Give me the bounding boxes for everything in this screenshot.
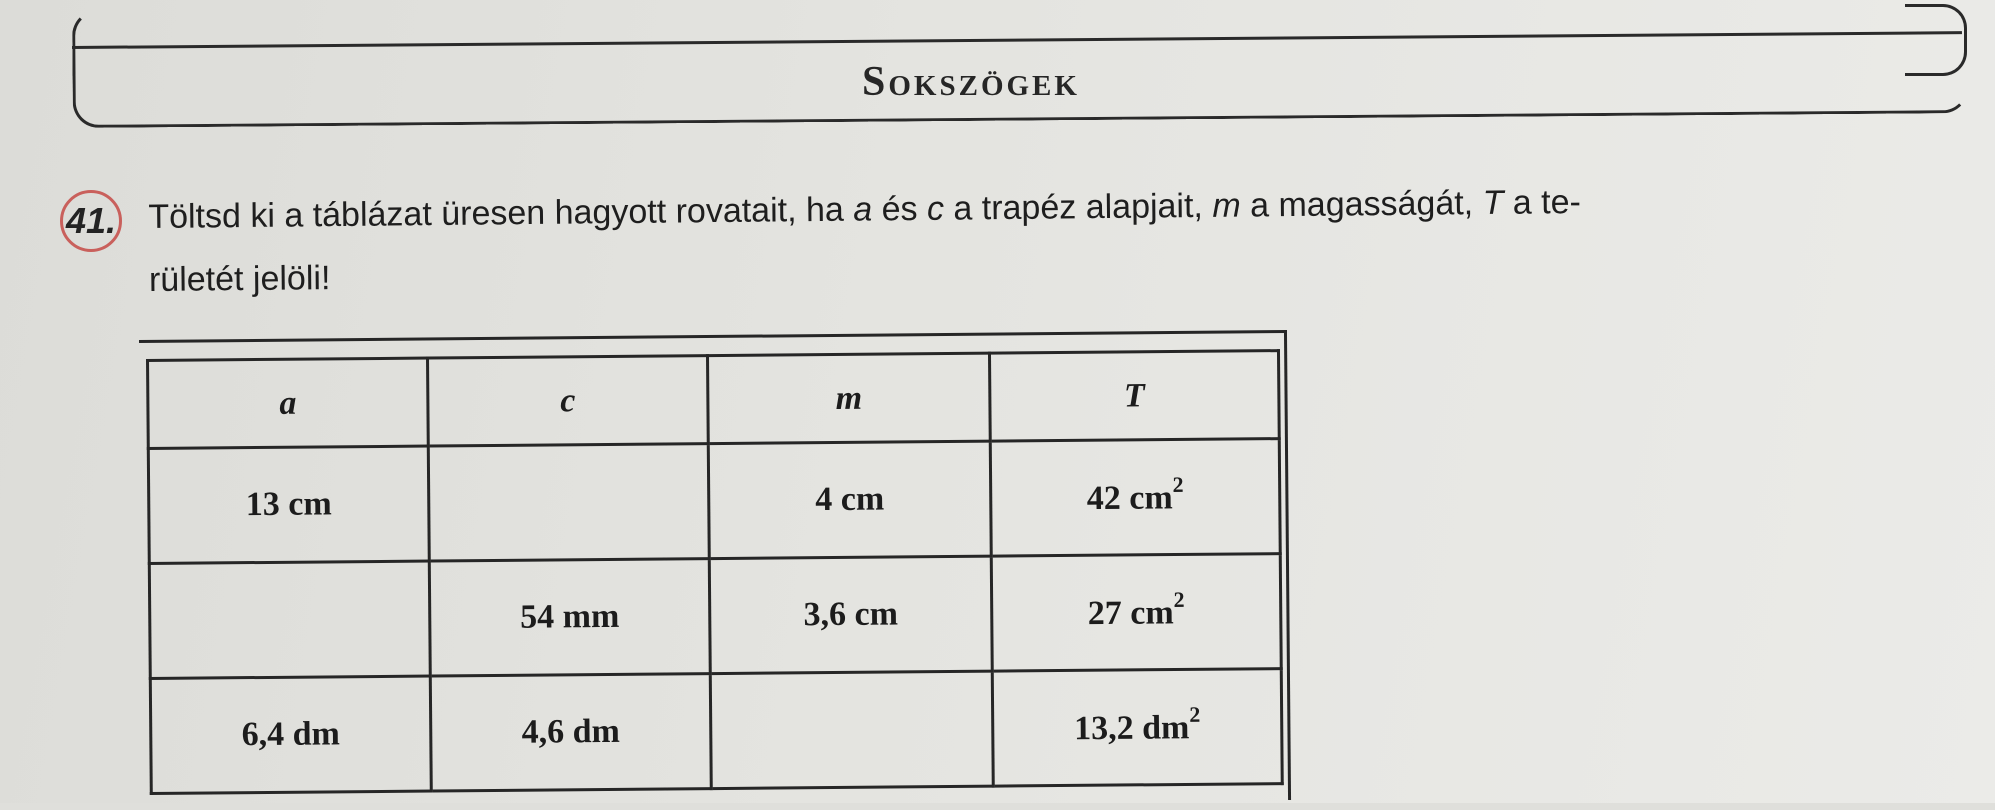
cell-m[interactable]: 4 cm <box>708 441 991 558</box>
area-exponent: 2 <box>1173 587 1185 613</box>
task-instruction <box>148 167 1979 312</box>
table-row <box>149 554 1281 679</box>
cell-c[interactable]: 4,6 dm <box>430 674 711 791</box>
cell-c[interactable]: 54 mm <box>429 559 710 676</box>
cell-t[interactable] <box>992 669 1282 787</box>
column-header-a: a <box>148 358 429 448</box>
instruction-text-line2: rületét jelöli! <box>148 259 331 299</box>
cell-c[interactable] <box>428 444 709 561</box>
area-value: 13,2 dm <box>1073 709 1190 748</box>
area-value: 27 cm <box>1087 594 1174 633</box>
table-header-row <box>148 351 1280 449</box>
cell-a[interactable]: 6,4 dm <box>150 676 431 793</box>
variable-t: T <box>1482 183 1504 223</box>
table-row <box>150 669 1282 794</box>
area-exponent: 2 <box>1189 702 1201 728</box>
cell-a[interactable] <box>149 561 430 678</box>
instruction-text: a te- <box>1503 182 1582 222</box>
trapezoid-table <box>146 349 1284 795</box>
instruction-text: a trapéz alapjait, <box>943 186 1213 228</box>
cell-t[interactable] <box>990 439 1280 557</box>
cell-m[interactable]: 3,6 cm <box>709 556 992 673</box>
instruction-text: a magasságát, <box>1240 184 1483 225</box>
instruction-text: Töltsd ki a táblázat üresen hagyott rovatait, ha <box>148 190 854 236</box>
header-frame-end <box>1905 4 1967 76</box>
column-header-c: c <box>428 356 709 446</box>
cell-m[interactable] <box>710 671 993 788</box>
column-header-t: T <box>989 351 1279 442</box>
task-number-badge: 41. <box>60 190 122 252</box>
instruction-text: és <box>871 189 928 229</box>
column-header-m: m <box>707 353 990 443</box>
variable-m: m <box>1212 186 1241 225</box>
table-row <box>148 439 1280 564</box>
variable-c: c <box>926 189 945 228</box>
cell-a[interactable]: 13 cm <box>148 446 429 563</box>
variable-a: a <box>853 190 873 229</box>
area-value: 42 cm <box>1086 479 1173 518</box>
cell-t[interactable] <box>991 554 1281 672</box>
area-exponent: 2 <box>1172 472 1184 498</box>
section-title: Sokszögek <box>862 59 1080 105</box>
